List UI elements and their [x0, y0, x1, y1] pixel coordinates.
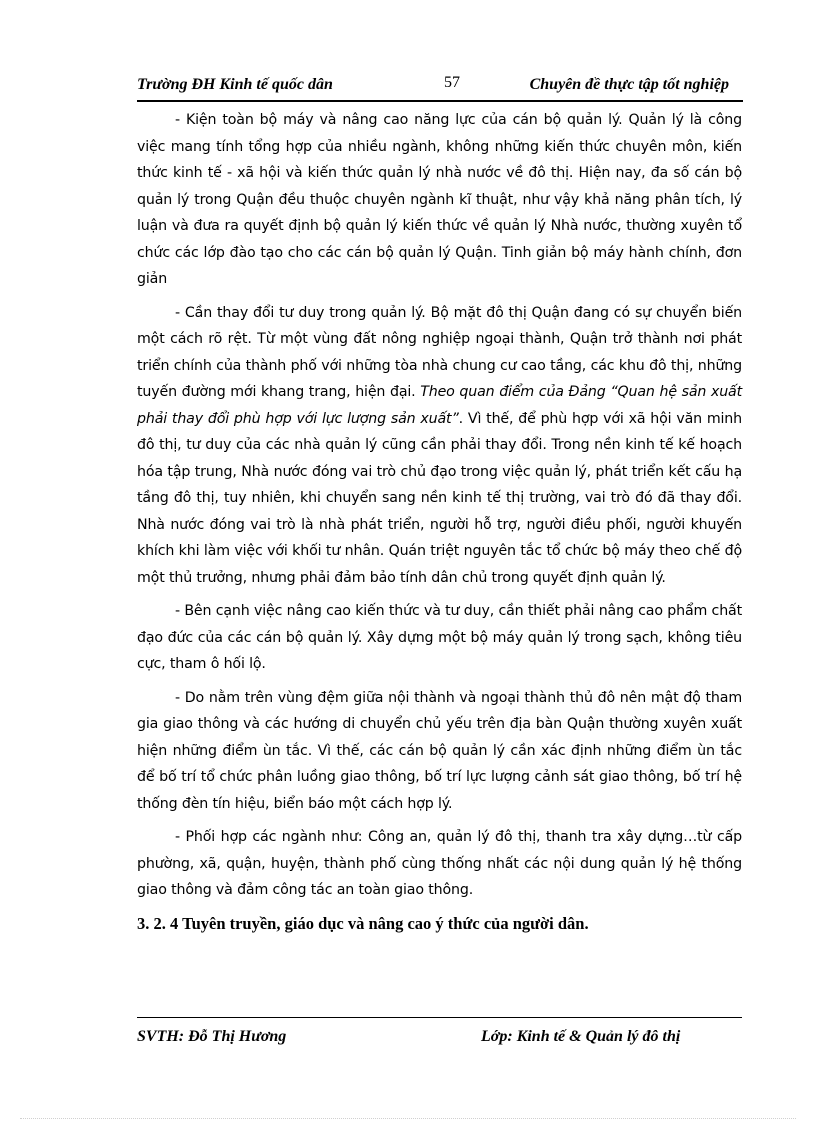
paragraph-2 [137, 300, 742, 592]
paragraph-4-text: - Do nằm trên vùng đệm giữa nội thành và ngoại thành thủ đô nên mật độ tham gia giao thông và các hướng di chuyển chủ yếu trên địa bàn Quận thường xuyên xuất hiện những điểm ùn tắc. Vì thế, các cán bộ quản lý cần xác định những điểm ùn tắc để bố trí tổ chức phân luồng giao thông, bố trí lực lượng cảnh sát giao thông, bố trí hệ thống đèn tín hiệu, biển báo một cách hợp lý. [137, 689, 742, 812]
footer-divider [137, 1017, 742, 1018]
page-number: 57 [444, 74, 460, 91]
page-footer [137, 1028, 742, 1050]
paragraph-5 [137, 824, 742, 904]
header-school: Trường ĐH Kinh tế quốc dân [137, 76, 333, 93]
paragraph-1-text: - Kiện toàn bộ máy và nâng cao năng lực của cán bộ quản lý. Quản lý là công việc mang tính tổng hợp của nhiều ngành, không những kiến thức chuyên môn, kiến thức kinh tế - xã hội và kiến thức quản lý nhà nước về đô thị. Hiện nay, đa số cán bộ quản lý trong Quận đều thuộc chuyên ngành kĩ thuật, như vậy khả năng phân tích, lý luận và đưa ra quyết định bộ quản lý kiến thức về quản lý Nhà nước, thường xuyên tổ chức các lớp đào tạo cho các cán bộ quản lý Quận. Tinh giản bộ máy hành chính, đơn giản [137, 112, 742, 287]
page-edge-divider [20, 1118, 796, 1119]
footer-student: SVTH: Đỗ Thị Hương [137, 1028, 287, 1045]
paragraph-3 [137, 598, 742, 678]
paragraph-1 [137, 107, 742, 293]
paragraph-2-italic-quote: Theo quan điểm của Đảng “Quan hệ sản xuất phải thay đổi phù hợp với lực lượng sản xuất” [137, 384, 742, 427]
page-body [137, 107, 742, 937]
footer-class: Lớp: Kinh tế & Quản lý đô thị [481, 1028, 681, 1045]
header-doc-type: Chuyên đề thực tập tốt nghiệp [529, 76, 729, 93]
paragraph-2-text-after: . Vì thế, để phù hợp với xã hội văn minh đô thị, tư duy của các nhà quản lý cũng cần phải thay đổi. Trong nền kinh tế kế hoạch hóa tập trung, Nhà nước đóng vai trò chủ đạo trong việc quản lý, phát triển kết cấu hạ tầng đô thị, tuy nhiên, khi chuyển sang nền kinh tế thị trường, vai trò đó đã thay đổi. Nhà nước đóng vai trò là nhà phát triển, người hỗ trợ, người điều phối, người khuyến khích khi làm việc với khối tư nhân. Quán triệt nguyên tắc tổ chức bộ máy theo chế độ một thủ trưởng, nhưng phải đảm bảo tính dân chủ trong quyết định quản lý. [137, 410, 742, 586]
section-heading: 3. 2. 4 Tuyên truyền, giáo dục và nâng cao ý thức của người dân. [137, 913, 589, 933]
page-header [137, 74, 743, 102]
paragraph-5-text: - Phối hợp các ngành như: Công an, quản lý đô thị, thanh tra xây dựng…từ cấp phường, xã, quận, huyện, thành phố cùng thống nhất các nội dung quản lý hệ thống giao thông và đảm công tác an toàn giao thông. [137, 829, 742, 898]
paragraph-2-text-before: - Cần thay đổi tư duy trong quản lý. Bộ mặt đô thị Quận đang có sự chuyển biến một cách rõ rệt. Từ một vùng đất nông nghiệp ngoại thành, Quận trở thành nơi phát triển chính của thành phố với những tòa nhà chung cư cao tầng, các khu đô thị, những tuyến đường mới khang trang, hiện đại. [137, 304, 742, 400]
paragraph-4 [137, 685, 742, 818]
paragraph-3-text: - Bên cạnh việc nâng cao kiến thức và tư duy, cần thiết phải nâng cao phẩm chất đạo đức của các cán bộ quản lý. Xây dựng một bộ máy quản lý trong sạch, không tiêu cực, tham ô hối lộ. [137, 603, 742, 672]
